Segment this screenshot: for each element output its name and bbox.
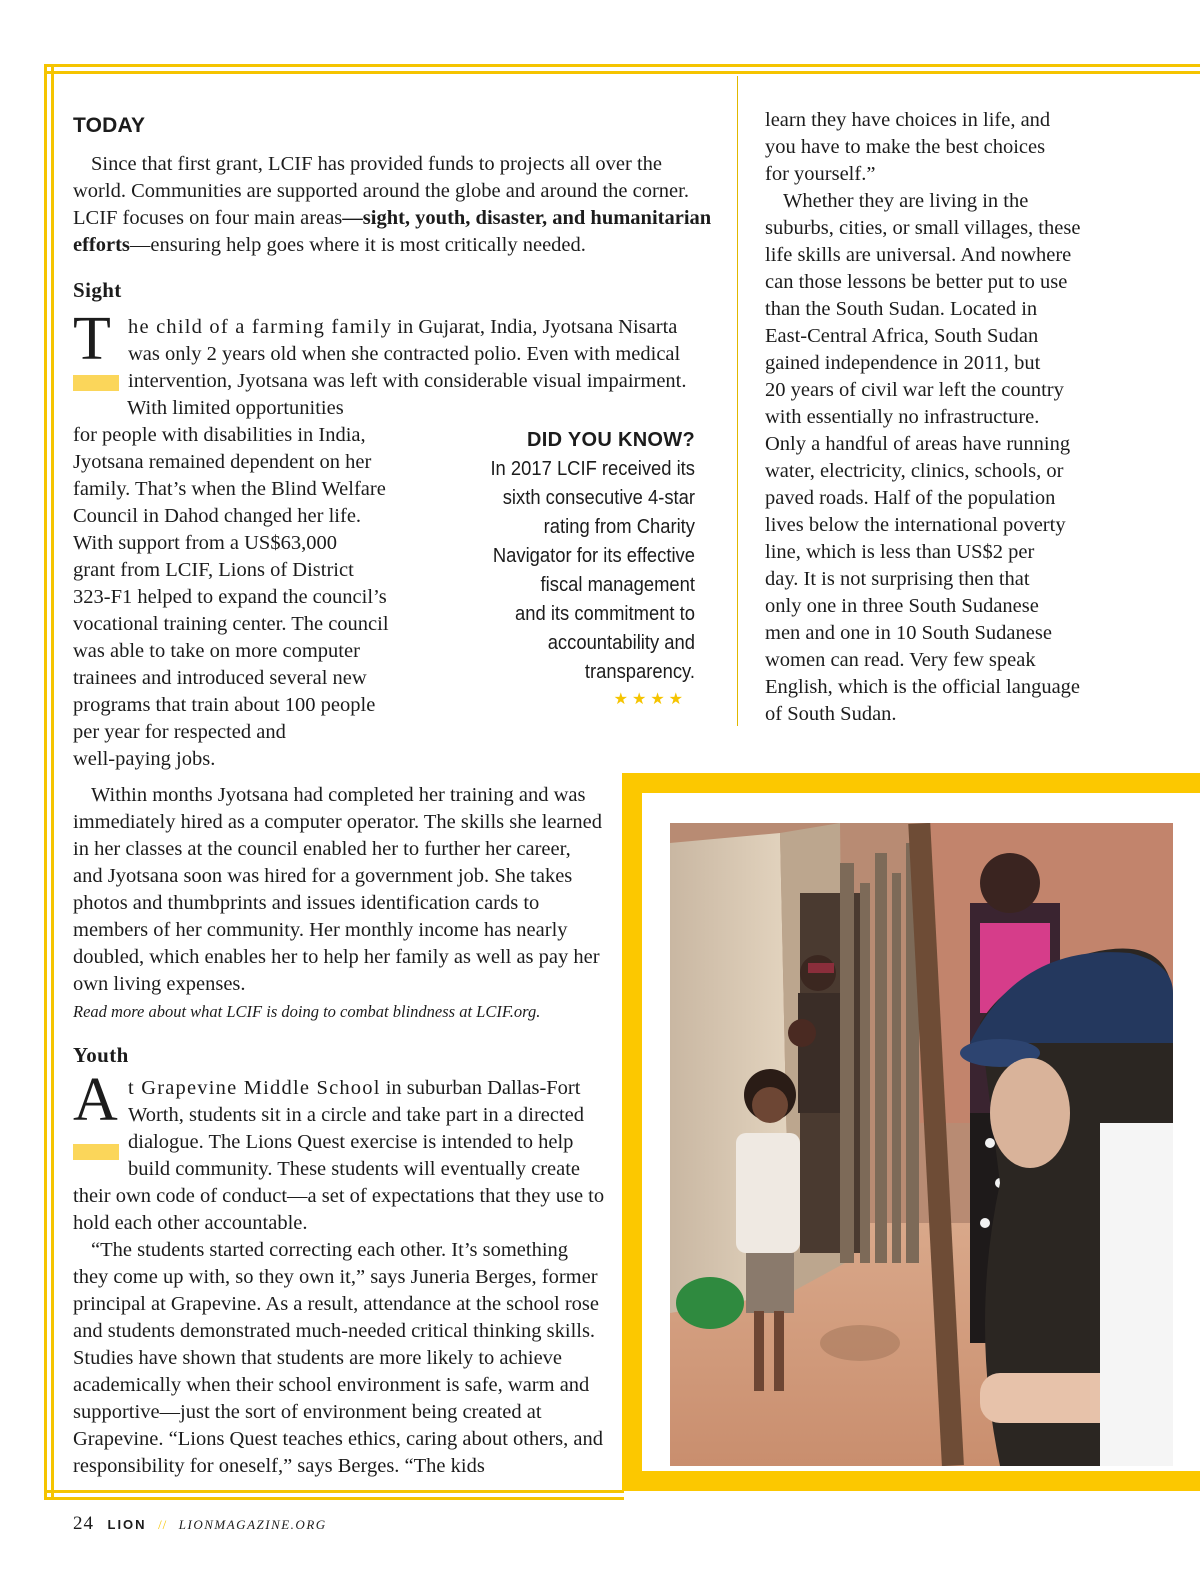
- right-line: English, which is the official language: [765, 676, 1081, 698]
- read-more-link[interactable]: Read more about what LCIF is doing to combat blindness at LCIF.org.: [73, 1002, 541, 1021]
- sight-line: With limited opportunities: [127, 397, 344, 419]
- right-line: gained independence in 2011, but: [765, 352, 1041, 374]
- frame-top-inner: [44, 71, 1200, 74]
- right-line: can those lessons be better put to use: [765, 271, 1068, 293]
- right-line: only one in three South Sudanese: [765, 595, 1039, 617]
- right-line: suburbs, cities, or small villages, these: [765, 217, 1081, 239]
- sidebar-line: In 2017 LCIF received its: [490, 458, 695, 480]
- sight-dropcap: T: [73, 305, 111, 373]
- sidebar-line: transparency.: [584, 661, 695, 683]
- youth-para1-text: in suburban Dallas-Fort Worth, students sit in a circle and take part in a directed dialogue. The Lions Quest exercise is intended to help build community. These students will eventually create their own code of conduct—a set of expectations that they use to hold each other accountable.: [73, 1077, 605, 1234]
- sight-line: trainees and introduced several new: [73, 667, 367, 689]
- sidebar-text: [479, 455, 695, 687]
- sight-narrow-text: [73, 395, 413, 773]
- magazine-brand: LION: [107, 1517, 147, 1532]
- sight-line: was able to take on more computer: [73, 640, 360, 662]
- youth-dropcap: A: [73, 1066, 118, 1134]
- sight-paragraph-2: [73, 782, 605, 1025]
- page-number: 24: [73, 1513, 94, 1534]
- star-rating-icon: ★★★★: [613, 691, 687, 708]
- frame-bottom-inner: [44, 1490, 624, 1493]
- right-line: for yourself.”: [765, 163, 876, 185]
- sight-line: With support from a US$63,000: [73, 532, 337, 554]
- photo-frame: [622, 773, 1200, 1491]
- youth-para2-text: “The students started correcting each other. It’s something they come up with, so they own it,” says Juneria Berges, former principal at Grapevine. As a result, attendance at the school rose and students demonstrated much-needed critical thinking skills. Studies have shown that students are more likely to achieve academically when their school environment is safe, warm and supportive—just the sort of environment being created at Grapevine. “Lions Quest teaches ethics, caring about others, and responsibility for oneself,” says Berges. “The kids: [73, 1239, 603, 1477]
- right-line: paved roads. Half of the population: [765, 487, 1056, 509]
- sight-line: well-paying jobs.: [73, 748, 216, 770]
- sight-line: family. That’s when the Blind Welfare: [73, 478, 386, 500]
- today-paragraph: [73, 151, 713, 259]
- sight-line: programs that train about 100 people: [73, 694, 376, 716]
- village-photo: [670, 823, 1173, 1466]
- sight-heading: Sight: [73, 278, 122, 302]
- village-photo-illustration: [670, 823, 1173, 1466]
- sidebar-line: Navigator for its effective: [492, 545, 695, 567]
- right-line: men and one in 10 South Sudanese: [765, 622, 1052, 644]
- right-line: life skills are universal. And nowhere: [765, 244, 1072, 266]
- right-line: you have to make the best choices: [765, 136, 1046, 158]
- today-focus-areas: —sight, youth, disaster, and humanitarian efforts: [73, 207, 712, 256]
- sidebar-line: fiscal management: [540, 574, 695, 596]
- right-line: day. It is not surprising then that: [765, 568, 1030, 590]
- right-line: lives below the international poverty: [765, 514, 1066, 536]
- sight-lead-words: he child of a farming family: [128, 316, 393, 338]
- frame-bottom-outer: [44, 1497, 624, 1500]
- right-line: women can read. Very few speak: [765, 649, 1036, 671]
- footer-separator: //: [158, 1517, 168, 1532]
- right-line: water, electricity, clinics, schools, or: [765, 460, 1064, 482]
- column-rule: [737, 76, 738, 726]
- right-line: Whether they are living in the: [783, 190, 1029, 212]
- right-column: [765, 107, 1095, 728]
- sight-line: for people with disabilities in India,: [73, 424, 366, 446]
- sidebar-line: sixth consecutive 4-star: [502, 487, 695, 509]
- sight-paragraph-1: [73, 305, 698, 395]
- frame-top-outer: [44, 64, 1200, 67]
- sidebar-line: accountability and: [547, 632, 695, 654]
- frame-left-inner: [51, 64, 54, 1500]
- right-line: with essentially no infrastructure.: [765, 406, 1040, 428]
- page-footer: [73, 1513, 327, 1535]
- magazine-website-link[interactable]: LIONMAGAZINE.ORG: [178, 1517, 327, 1532]
- youth-heading: Youth: [73, 1043, 129, 1067]
- sight-line: grant from LCIF, Lions of District: [73, 559, 354, 581]
- right-line: Only a handful of areas have running: [765, 433, 1071, 455]
- today-heading: TODAY: [73, 114, 146, 137]
- sight-line: 323-F1 helped to expand the council’s: [73, 586, 387, 608]
- sight-dropcap-bar: [73, 375, 119, 391]
- today-text-1: Since that first grant, LCIF has provided funds to projects all over the world. Communities are supported around the globe and around the corner. LCIF focuses on four main areas: [73, 153, 689, 229]
- did-you-know-sidebar: [460, 425, 695, 709]
- sight-line: Council in Dahod changed her life.: [73, 505, 362, 527]
- sight-line: Jyotsana remained dependent on her: [73, 451, 372, 473]
- right-line: learn they have choices in life, and: [765, 109, 1051, 131]
- right-line: line, which is less than US$2 per: [765, 541, 1035, 563]
- youth-lead-words: t Grapevine Middle School: [128, 1077, 381, 1099]
- youth-text: [73, 1075, 608, 1480]
- today-text-2: —ensuring help goes where it is most critically needed.: [129, 234, 586, 256]
- right-line: of South Sudan.: [765, 703, 897, 725]
- sidebar-line: rating from Charity: [543, 516, 695, 538]
- sight-para2-text: Within months Jyotsana had completed her training and was immediately hired as a computer operator. The skills she learned in her classes at the council enabled her to further her career, and Jyotsana soon was hired for a government job. She takes photos and thumbprints and issues identification cards to members of her community. Her monthly income has nearly doubled, which enables her to help her family as well as pay her own living expenses.: [73, 784, 603, 995]
- sight-line: per year for respected and: [73, 721, 286, 743]
- sidebar-title: DID YOU KNOW?: [527, 429, 695, 451]
- sight-intro: in Gujarat, India, Jyotsana Nisarta was only 2 years old when she contracted polio. Even with medical intervention, Jyotsana was left with considerable visual impairment.: [128, 316, 687, 392]
- sight-line: vocational training center. The council: [73, 613, 389, 635]
- sidebar-line: and its commitment to: [515, 603, 695, 625]
- right-line: than the South Sudan. Located in: [765, 298, 1038, 320]
- photo-mat: [642, 793, 1200, 1471]
- right-line: East-Central Africa, South Sudan: [765, 325, 1039, 347]
- frame-left-outer: [44, 64, 47, 1500]
- right-line: 20 years of civil war left the country: [765, 379, 1064, 401]
